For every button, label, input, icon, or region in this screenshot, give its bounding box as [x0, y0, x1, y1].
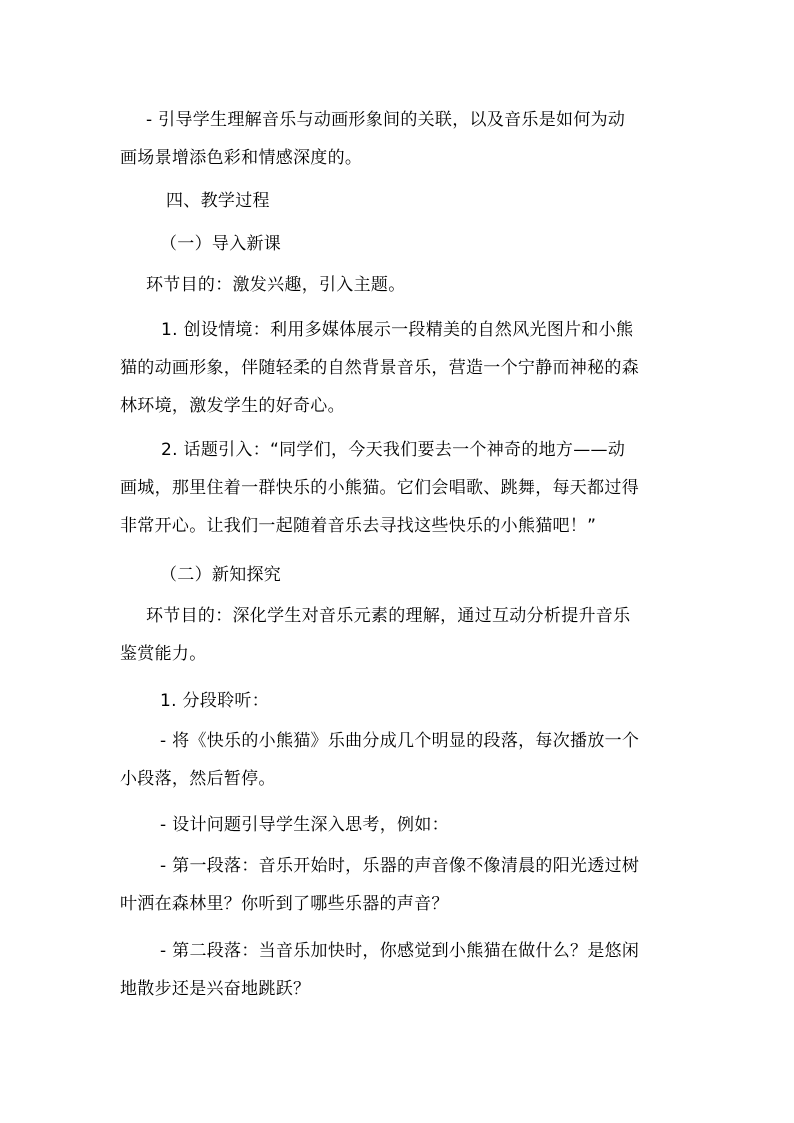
text-line: 鉴赏能力。 — [120, 644, 207, 664]
text-line: 2. 话题引入：“同学们，今天我们要去一个神奇的地方——动 — [161, 440, 626, 460]
text-line: - 设计问题引导学生深入思考，例如： — [160, 815, 449, 835]
text-line: 环节目的：深化学生对音乐元素的理解，通过互动分析提升音乐 — [146, 606, 631, 626]
text-line: 叶洒在森林里？你听到了哪些乐器的声音？ — [120, 894, 449, 914]
text-line: 猫的动画形象，伴随轻柔的自然背景音乐，营造一个宁静而神秘的森 — [120, 358, 639, 378]
subsection-heading-intro — [160, 225, 722, 263]
paragraph-goal-1 — [146, 266, 708, 304]
heading-text: 四、教学过程 — [166, 191, 270, 211]
text-line: 画场景增添色彩和情感深度的。 — [120, 148, 363, 168]
bullet-second-segment — [120, 932, 682, 1008]
bullet-design-questions — [120, 806, 682, 844]
text-line: 地散步还是兴奋地跳跃？ — [120, 979, 311, 999]
section-heading-teaching-process — [166, 182, 728, 220]
text-line: 环节目的：激发兴趣，引入主题。 — [146, 275, 406, 295]
list-item-segment-listening — [160, 682, 722, 720]
paragraph-music-animation — [120, 101, 682, 177]
list-item-topic-intro — [120, 431, 682, 545]
text-line: 画城，那里住着一群快乐的小熊猫。它们会唱歌、跳舞，每天都过得 — [120, 478, 639, 498]
bullet-first-segment — [120, 847, 682, 923]
subsection-heading-explore — [160, 556, 722, 594]
subheading-text: （一）导入新课 — [160, 234, 282, 254]
text-line: 1. 创设情境：利用多媒体展示一段精美的自然风光图片和小熊 — [161, 320, 634, 340]
text-line: 小段落，然后暂停。 — [120, 769, 276, 789]
text-line: 非常开心。让我们一起随着音乐去寻找这些快乐的小熊猫吧！” — [120, 516, 597, 536]
paragraph-goal-2 — [120, 597, 682, 673]
text-line: - 第一段落：音乐开始时，乐器的声音像不像清晨的阳光透过树 — [160, 856, 640, 876]
text-line: - 引导学生理解音乐与动画形象间的关联，以及音乐是如何为动 — [146, 110, 626, 130]
text-line: 1. 分段聆听： — [160, 691, 270, 711]
subheading-text: （二）新知探究 — [160, 565, 282, 585]
text-line: - 将《快乐的小熊猫》乐曲分成几个明显的段落，每次播放一个 — [160, 731, 640, 751]
text-line: 林环境，激发学生的好奇心。 — [120, 396, 345, 416]
bullet-split-song — [120, 722, 682, 798]
text-line: - 第二段落：当音乐加快时，你感觉到小熊猫在做什么？是悠闲 — [160, 941, 640, 961]
list-item-create-scene — [120, 311, 682, 425]
